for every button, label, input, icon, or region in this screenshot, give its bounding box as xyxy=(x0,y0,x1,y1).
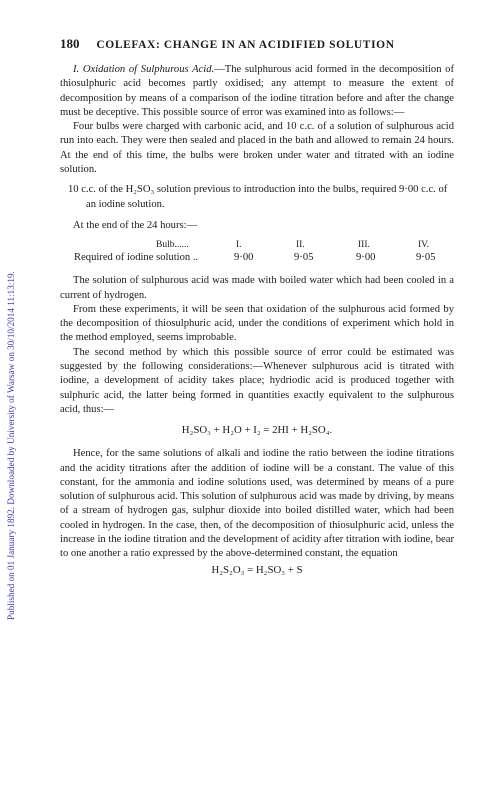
table-cell: 9·00 xyxy=(356,252,376,264)
paragraph-oxidation-text: —The sulphurous acid formed in the decomposition of thiosulphuric acid becomes partly oxidised; any attempt to measure the extent of decomposition by means of a comparison of the iodine titration before and after the change must be deceptive. This possible source of error was examined into as follows:— xyxy=(60,64,454,118)
paragraph-constant: Hence, for the same solutions of alkali and iodine the ratio between the iodine titrations and the acidity titrations after the addition of iodine will be a constant. The value of this constant, for the ammonia and iodine solutions used, was determined by means of a pure solution of sulphurous acid. This solution of sulphurous acid was made by driving, by means of a stream of hydrogen gas, sulphur dioxide into boiled distilled water, which had been cooled in hydrogen. In the case, then, of the decomposition of thiosulphuric acid, unless the increase in the iodine titration and the development of acidity after titration with iodine, bear to one another a ratio expressed by the above-determined constant, the equation xyxy=(60,448,454,560)
table-cell: 9·00 xyxy=(234,252,254,264)
running-title: COLEFAX: CHANGE IN AN ACIDIFIED SOLUTION xyxy=(96,39,395,51)
table-header-row xyxy=(60,237,454,252)
page-number: 180 xyxy=(60,36,80,51)
table-column-header: III. xyxy=(358,240,370,251)
equation-iodine-titration: H₂SO₃ + H₂O + I₂ = 2HI + H₂SO₄. xyxy=(181,424,333,437)
paragraph-oxidation xyxy=(60,63,454,120)
paragraph-second-method: The second method by which this possible source of error could be estimated was suggested by the following considerations:—Whenever sulphurous acid is titrated with iodine, a development of acidity takes place; hydriodic acid is produced together with sulphuric acid, the latter being formed in quantities exactly equivalent to the sulphurous acid, thus:— xyxy=(60,346,454,415)
running-header xyxy=(60,36,454,52)
table-row-label: Required of iodine solution .. xyxy=(74,252,199,264)
table-column-header: II. xyxy=(296,240,305,251)
page-content xyxy=(60,36,454,580)
paragraph-previous-titration: 10 c.c. of the H₂SO₃ solution previous to introduction into the bulbs, required 9·00 c.c. of an iodine solution. xyxy=(68,184,448,210)
table-row xyxy=(60,252,454,267)
paragraph-experiments: From these experiments, it will be seen that oxidation of the sulphurous acid formed by the decomposition of thiosulphuric acid, under the conditions of experiment which hold in the method employed, seems improbable. xyxy=(60,303,454,344)
publication-sidebar xyxy=(4,100,18,620)
equation-thiosulphuric: H₂S₂O₃ = H₂SO₃ + S xyxy=(211,563,303,576)
section-title: I. Oxidation of Sulphurous Acid. xyxy=(73,64,215,75)
table-header-label: Bulb...... xyxy=(156,240,189,251)
publication-info-text: Published on 01 January 1892. Downloaded by University of Warsaw on 30/10/2014 11:13:19. xyxy=(6,271,16,620)
paragraph-end-24-hours: At the end of the 24 hours:— xyxy=(73,219,198,231)
paragraph-bulbs: Four bulbs were charged with carbonic acid, and 10 c.c. of a solution of sulphurous acid run into each. They were then sealed and placed in the bath and allowed to remain 24 hours. At the end of this time, the bulbs were broken under water and titrated with an iodine solution. xyxy=(60,121,454,176)
results-table xyxy=(60,237,454,267)
table-column-header: IV. xyxy=(418,240,430,251)
table-cell: 9·05 xyxy=(416,252,436,264)
paragraph-solution-made: The solution of sulphurous acid was made with boiled water which had been cooled in a current of hydrogen. xyxy=(60,275,454,301)
table-column-header: I. xyxy=(236,240,242,251)
table-cell: 9·05 xyxy=(294,252,314,264)
